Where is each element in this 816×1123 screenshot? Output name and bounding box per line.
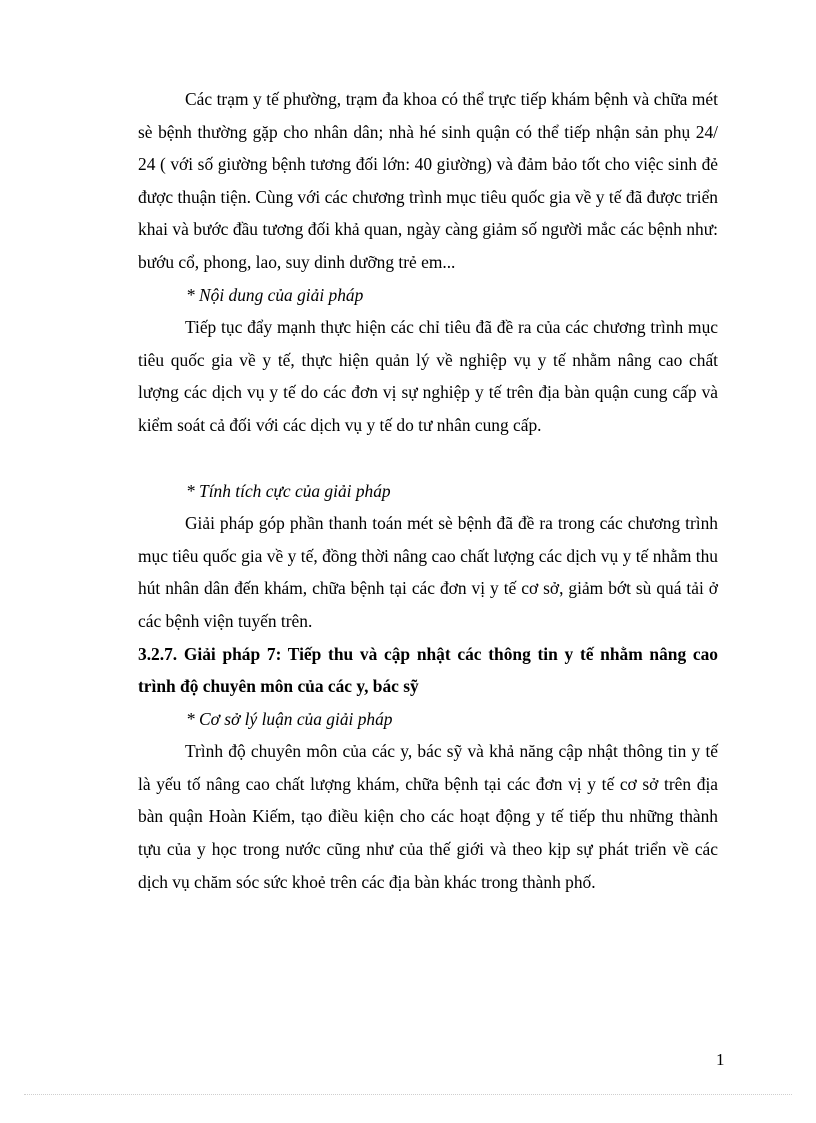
- document-body: [138, 83, 718, 898]
- subheading-solution-content: * Nội dung của giải pháp: [186, 284, 364, 305]
- paragraph-health-stations: Các trạm y tế phường, trạm đa khoa có thể trực tiếp khám bệnh và chữa mét sè bệnh thường gặp cho nhân dân; nhà hé sinh quận có thể tiếp nhận sản phụ 24/ 24 ( với số giường bệnh tương đối lớn: 40 giường) và đảm bảo tốt cho việc sinh đẻ được thuận tiện. Cùng với các chương trình mục tiêu quốc gia về y tế đã được triển khai và bước đầu tương đối khả quan, ngày càng giảm số người mắc các bệnh như: bướu cổ, phong, lao, suy dinh dưỡng trẻ em...: [138, 89, 718, 272]
- paragraph-solution-positivity: Giải pháp góp phần thanh toán mét sè bệnh đã đề ra trong các chương trình mục tiêu quốc gia về y tế, đồng thời nâng cao chất lượng các dịch vụ y tế nhằm thu hút nhân dân đến khám, chữa bệnh tại các đơn vị y tế cơ sở, giảm bớt sù quá tải ở các bệnh viện tuyến trên.: [138, 513, 718, 631]
- subheading-theoretical-basis: * Cơ sở lý luận của giải pháp: [186, 708, 393, 729]
- page-number: 1: [716, 1050, 725, 1069]
- page-bottom-divider: [24, 1094, 792, 1095]
- blank-line: [138, 442, 718, 475]
- subheading-solution-positivity: * Tính tích cực của giải pháp: [186, 480, 391, 501]
- paragraph-solution-content: Tiếp tục đẩy mạnh thực hiện các chỉ tiêu đã đề ra của các chương trình mục tiêu quốc gia về y tế, thực hiện quản lý về nghiệp vụ y tế nhằm nâng cao chất lượng các dịch vụ y tế do các đơn vị sự nghiệp y tế trên địa bàn quận cung cấp và kiểm soát cả đối với các dịch vụ y tế do tư nhân cung cấp.: [138, 317, 718, 435]
- paragraph-theoretical-basis: Trình độ chuyên môn của các y, bác sỹ và khả năng cập nhật thông tin y tế là yếu tố nâng cao chất lượng khám, chữa bệnh tại các đơn vị y tế cơ sở trên địa bàn quận Hoàn Kiếm, tạo điều kiện cho các hoạt động y tế tiếp thu những thành tựu của y học trong nước cũng như của thế giới và theo kịp sự phát triển về các dịch vụ chăm sóc sức khoẻ trên các địa bàn khác trong thành phố.: [138, 741, 718, 892]
- section-heading-solution-7: 3.2.7. Giải pháp 7: Tiếp thu và cập nhật các thông tin y tế nhằm nâng cao trình độ chuyên môn của các y, bác sỹ: [138, 643, 718, 697]
